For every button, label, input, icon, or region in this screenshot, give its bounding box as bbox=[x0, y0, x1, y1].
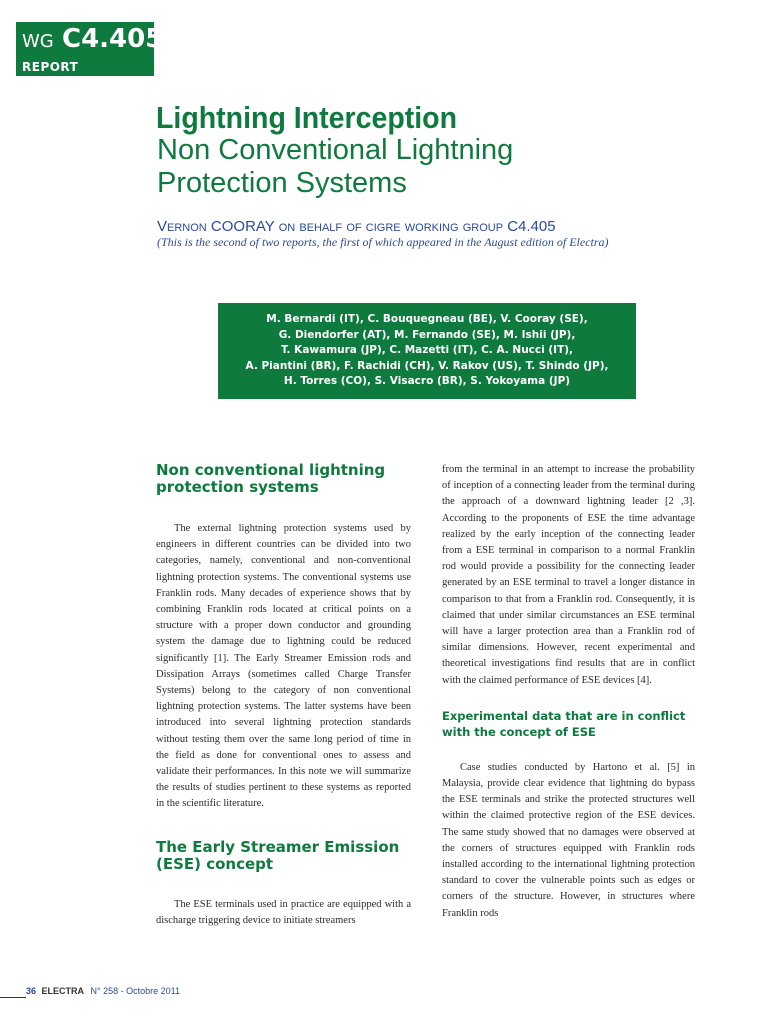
article-title: Lightning Interception bbox=[156, 100, 458, 135]
members-line: G. Diendorfer (AT), M. Fernando (SE), M. Ishii (JP), bbox=[278, 328, 576, 341]
page-number: 36 bbox=[26, 986, 37, 996]
members-line: T. Kawamura (JP), C. Mazetti (IT), C. A. Nucci (IT), bbox=[280, 344, 574, 356]
working-group-members-box bbox=[218, 303, 636, 399]
footer-rule bbox=[0, 997, 26, 998]
wg-number: C4.405 bbox=[62, 24, 164, 54]
article-subtitle: Non Conventional Lightning Protection Systems bbox=[157, 134, 514, 199]
section-heading-experimental-data: Experimental data that are in conflict with the concept of ESE bbox=[442, 708, 686, 739]
magazine-name: ELECTRA bbox=[41, 986, 85, 996]
body-paragraph: The ESE terminals used in practice are equipped with a discharge triggering device to initiate streamers bbox=[156, 898, 411, 926]
edition-note: (This is the second of two reports, the first of which appeared in the August edition of Electra) bbox=[157, 235, 609, 249]
body-paragraph: Case studies conducted by Hartono et al. [5] in Malaysia, provide clear evidence that lightning do bypass the ESE terminals and strike the protected structures well within the claimed protective region of the ESE devices. The same study showed that no damages were observed at the corners of structures equipped with Franklin rods installed according to the international lightning protection standard to cover the vulnerable points such as edges or corners of the structure. However, in structures where Franklin rods bbox=[442, 761, 695, 919]
page-footer bbox=[26, 986, 180, 996]
members-line: M. Bernardi (IT), C. Bouquegneau (BE), V. Cooray (SE), bbox=[266, 313, 588, 325]
section-heading-non-conventional: Non conventional lightning protection systems bbox=[156, 461, 386, 496]
section-label-badge bbox=[16, 60, 154, 76]
byline: Vernon COORAY on behalf of cigre working group C4.405 bbox=[157, 218, 556, 235]
wg-prefix: WG bbox=[22, 31, 54, 52]
right-column bbox=[442, 462, 695, 922]
section-label: REPORT bbox=[22, 60, 79, 74]
body-paragraph: from the terminal in an attempt to increase the probability of inception of a connecting leader from the terminal during the approach of a downward lightning leader [2 ,3]. According to the proponents of ESE the time advantage realized by the early inception of the connecting leader from a ESE terminal in comparison to a normal Franklin rod would provide a possibility for the connecting leader generated by an ESE terminal to travel a longer distance in comparison to that from a Franklin rod. Consequently, it is claimed that under similar circumstances an ESE terminal will have a larger protection area than a Franklin rod of similar dimensions. However, recent experimental and theoretical investigations find results that are in conflict with the claimed performance of ESE devices [4]. bbox=[442, 464, 695, 686]
members-line: A. Piantini (BR), F. Rachidi (CH), V. Rakov (US), T. Shindo (JP), bbox=[245, 359, 609, 372]
body-paragraph: The external lightning protection systems used by engineers in different countries can be divided into two categories, namely, conventional and non-conventional lightning protection systems. The conventional systems use Franklin rods. Many decades of experience shows that by combining Franklin rods located at critical points on a structure with a proper down conductor and grounding system the damage due to lightning could be reduced significantly [1]. The Early Streamer Emission rods and Dissipation Arrays (sometimes called Charge Transfer Systems) belong to the category of non conventional lightning protection systems. The latter systems have been introduced into several lightning protection standards without testing them over the same long period of time in the field as done for conventional ones to assess and validate their performances. In this note we will summarize the results of studies pertinent to these systems as reported in the scientific literature. bbox=[156, 523, 411, 810]
left-column bbox=[156, 462, 411, 929]
section-heading-ese-concept: The Early Streamer Emission (ESE) concept bbox=[156, 837, 400, 873]
issue-info: N° 258 - Octobre 2011 bbox=[90, 986, 181, 996]
members-line: H. Torres (CO), S. Visacro (BR), S. Yokoyama (JP) bbox=[283, 375, 571, 387]
wg-badge bbox=[16, 22, 164, 60]
